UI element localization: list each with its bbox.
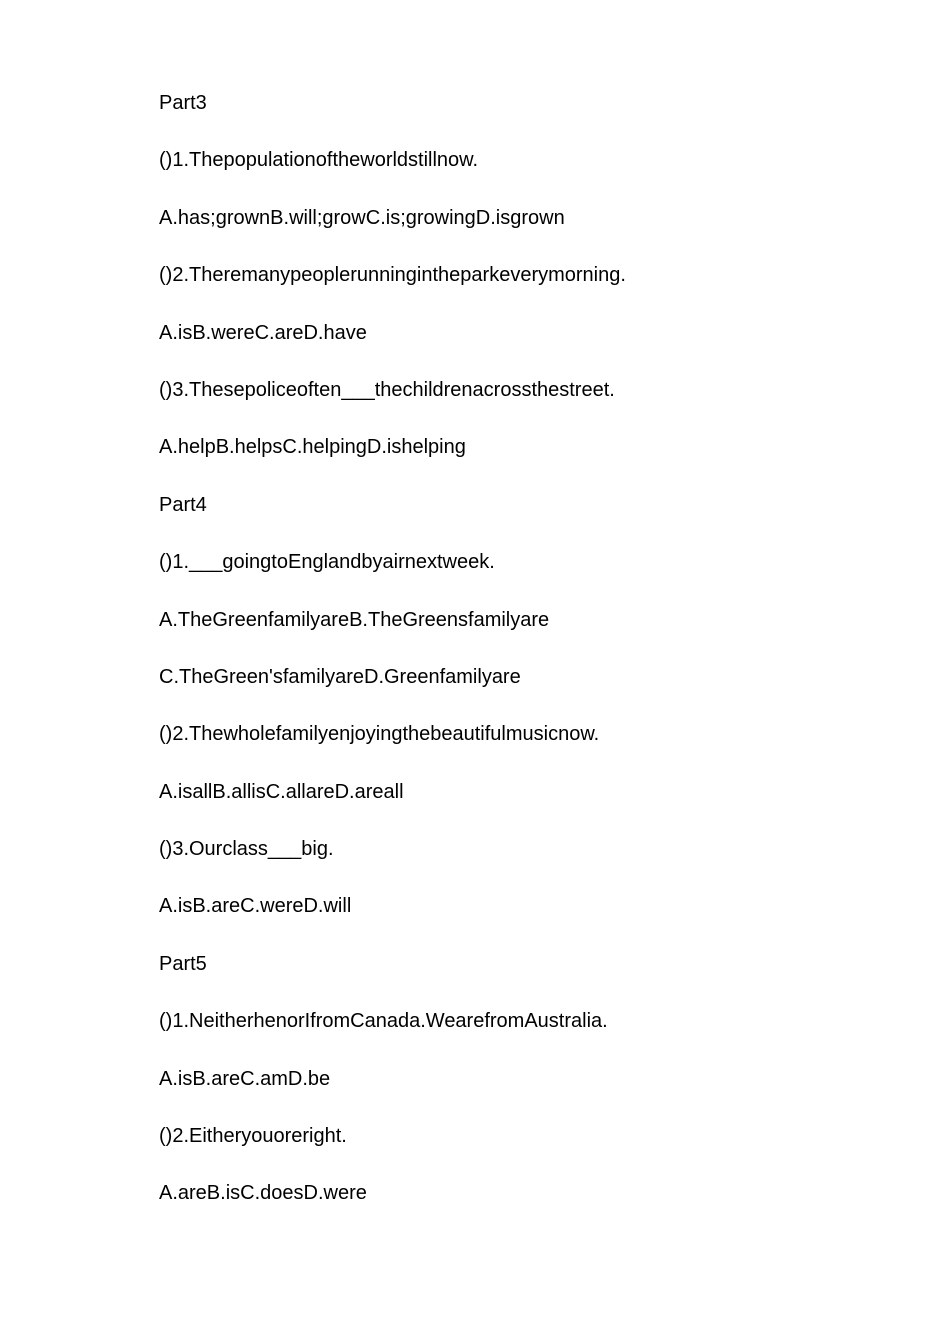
question-text: ()3.Ourclass___big.	[159, 838, 334, 861]
question-text: ()2.Eitheryouoreright.	[159, 1125, 347, 1148]
answer-options: A.helpB.helpsC.helpingD.ishelping	[159, 436, 466, 459]
section-heading-part5: Part5	[159, 952, 207, 975]
answer-options: A.areB.isC.doesD.were	[159, 1182, 367, 1205]
question-text: ()3.Thesepoliceoften___thechildrenacrossthestreet.	[159, 378, 615, 401]
answer-options: A.isB.areC.wereD.will	[159, 895, 352, 918]
answer-options: A.isB.areC.amD.be	[159, 1067, 331, 1090]
section-heading-part4: Part4	[159, 493, 207, 516]
question-text: ()1.NeitherhenorIfromCanada.WearefromAustralia.	[159, 1010, 608, 1033]
answer-options: A.TheGreenfamilyareB.TheGreensfamilyare	[159, 608, 550, 631]
answer-options: A.isallB.allisC.allareD.areall	[159, 780, 404, 803]
answer-options: A.has;grownB.will;growC.is;growingD.isgrown	[159, 206, 565, 229]
document-body	[159, 89, 899, 1237]
answer-options: C.TheGreen'sfamilyareD.Greenfamilyare	[159, 665, 521, 688]
answer-options: A.isB.wereC.areD.have	[159, 321, 367, 344]
section-heading-part3: Part3	[159, 92, 207, 114]
question-text: ()1.Thepopulationoftheworldstillnow.	[159, 149, 479, 172]
question-text: ()2.Thewholefamilyenjoyingthebeautifulmusicnow.	[159, 723, 600, 746]
question-text: ()1.___goingtoEnglandbyairnextweek.	[159, 551, 495, 574]
question-text: ()2.Theremanypeoplerunningintheparkeverymorning.	[159, 264, 626, 287]
